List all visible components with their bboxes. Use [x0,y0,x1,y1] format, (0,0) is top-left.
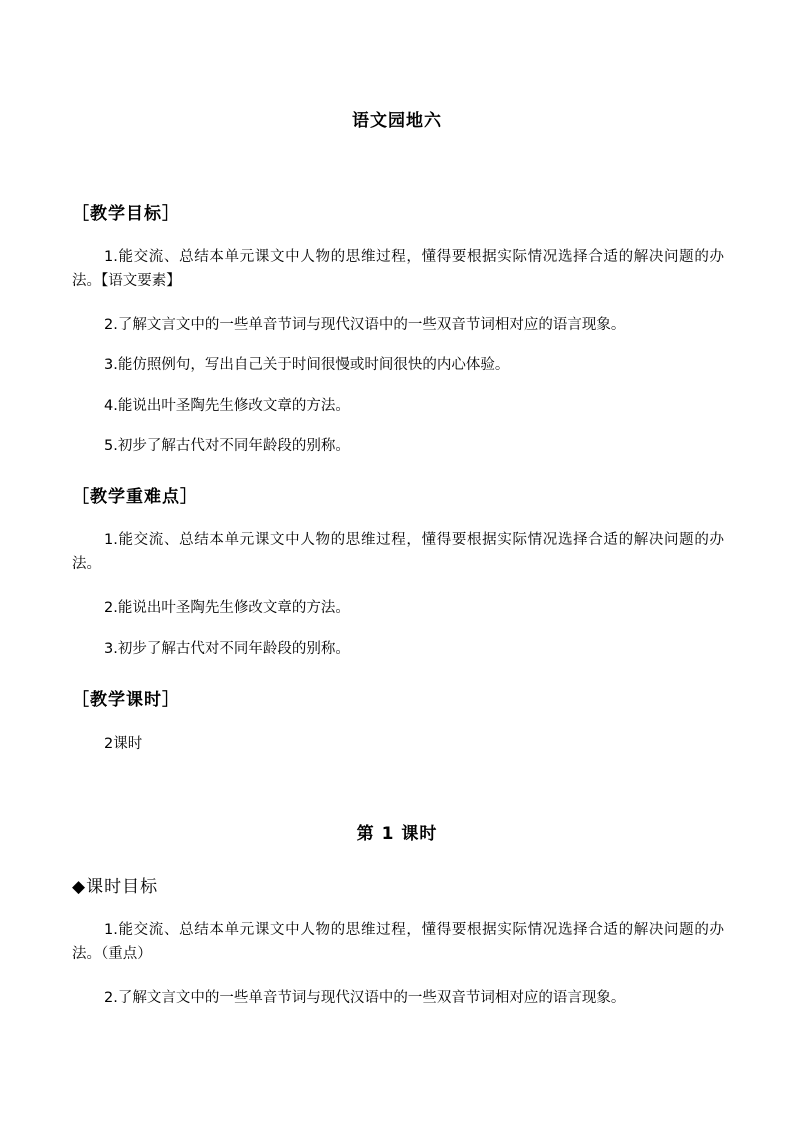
lesson-goal-item-2: 2.了解文言文中的一些单音节词与现代汉语中的一些双音节词相对应的语言现象。 [104,990,626,1006]
lesson-goals-heading: ◆课时目标 [72,877,159,897]
lesson-goal-item-1: 1.能交流、总结本单元课文中人物的思维过程，懂得要根据实际情况选择合适的解决问题的办法。（重点） [72,922,724,962]
class-hours-value: 2课时 [104,736,143,752]
section-heading-key-difficulties: ［教学重难点］ [72,487,198,507]
section-heading-teaching-goals: ［教学目标］ [72,204,180,224]
section-heading-class-hours: ［教学课时］ [72,690,180,710]
lesson-title: 第 1 课时 [356,824,438,844]
goal-item-4: 4.能说出叶圣陶先生修改文章的方法。 [104,398,350,414]
goal-item-1: 1.能交流、总结本单元课文中人物的思维过程，懂得要根据实际情况选择合适的解决问题的办法。【语文要素】 [72,249,724,289]
goal-item-3: 3.能仿照例句，写出自己关于时间很慢或时间很快的内心体验。 [104,357,510,373]
key-item-1: 1.能交流、总结本单元课文中人物的思维过程，懂得要根据实际情况选择合适的解决问题的办法。 [72,532,724,572]
goal-item-5: 5.初步了解古代对不同年龄段的别称。 [104,438,350,454]
key-item-2: 2.能说出叶圣陶先生修改文章的方法。 [104,600,350,616]
goal-item-2: 2.了解文言文中的一些单音节词与现代汉语中的一些双音节词相对应的语言现象。 [104,317,626,333]
document-title: 语文园地六 [352,111,442,131]
key-item-3: 3.初步了解古代对不同年龄段的别称。 [104,641,350,657]
